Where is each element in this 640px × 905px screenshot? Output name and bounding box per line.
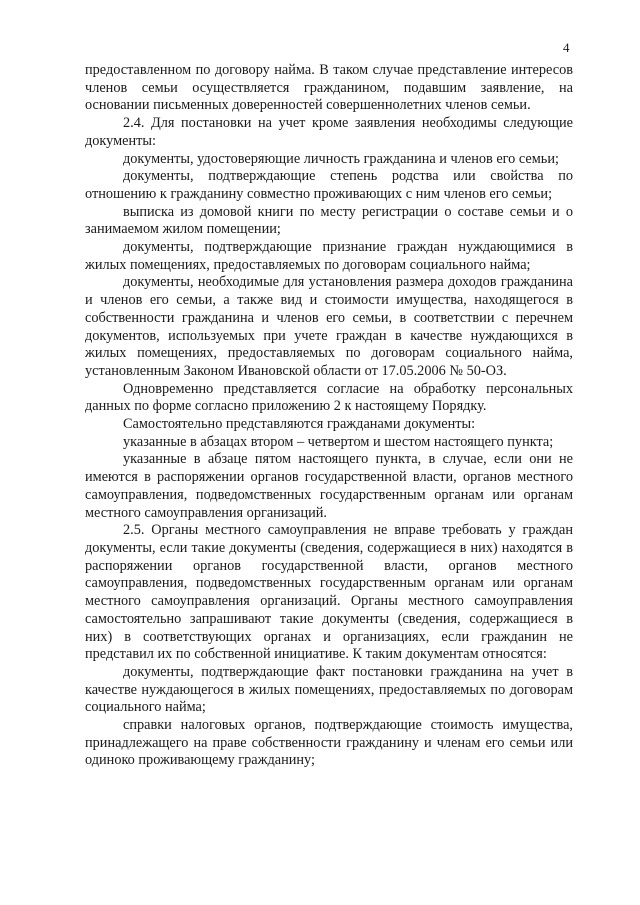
paragraph: указанные в абзаце пятом настоящего пункта, в случае, если они не имеются в распоряжении органов государственной власти, органов местного самоуправления, подведомственных государственным органам или органам местного самоуправления организаций.	[85, 451, 573, 521]
page-number: 4	[563, 40, 570, 55]
paragraph: 2.5. Органы местного самоуправления не вправе требовать у граждан документы, если такие документы (сведения, содержащиеся в них) находятся в распоряжении органов государственной власти, органов местного самоуправления, подведомственных государственным органам или органам местного самоуправления организаций. Органы местного самоуправления самостоятельно запрашивают такие документы (сведения, содержащиеся в них) в соответствующих органах и организациях, если гражданин не представил их по собственной инициативе. К таким документам относятся:	[85, 522, 573, 663]
paragraph: предоставленном по договору найма. В таком случае представление интересов членов семьи осуществляется гражданином, подавшим заявление, на основании письменных доверенностей совершеннолетних членов семьи.	[85, 62, 573, 114]
paragraph: справки налоговых органов, подтверждающие стоимость имущества, принадлежащего на праве собственности гражданину и членам его семьи или одиноко проживающему гражданину;	[85, 717, 573, 769]
paragraph: Самостоятельно представляются гражданами документы:	[123, 416, 476, 433]
paragraph: документы, необходимые для установления размера доходов гражданина и членов его семьи, а также вид и стоимости имущества, находящегося в собственности гражданина и членов его семьи, в соответствии с перечнем документов, используемых при учете граждан в качестве нуждающихся в жилых помещениях, предоставляемых по договорам социального найма, установленным Законом Ивановской области от 17.05.2006 № 50-ОЗ.	[85, 274, 573, 379]
paragraph: 2.4. Для постановки на учет кроме заявления необходимы следующие документы:	[85, 115, 573, 149]
paragraph: документы, подтверждающие признание граждан нуждающимися в жилых помещениях, предоставляемых по договорам социального найма;	[85, 239, 573, 273]
paragraph: Одновременно представляется согласие на обработку персональных данных по форме согласно приложению 2 к настоящему Порядку.	[85, 380, 573, 415]
paragraph: выписка из домовой книги по месту регистрации о составе семьи и о занимаемом жилом помещении;	[85, 203, 573, 238]
document-body	[85, 62, 573, 770]
paragraph: документы, удостоверяющие личность гражданина и членов его семьи;	[123, 150, 559, 167]
paragraph: документы, подтверждающие степень родства или свойства по отношению к гражданину совместно проживающих с ним членов его семьи;	[85, 168, 573, 202]
paragraph: документы, подтверждающие факт постановки гражданина на учет в качестве нуждающегося в жилых помещениях, предоставляемых по договорам социального найма;	[85, 663, 573, 716]
paragraph: указанные в абзацах втором – четвертом и шестом настоящего пункта;	[123, 433, 554, 450]
